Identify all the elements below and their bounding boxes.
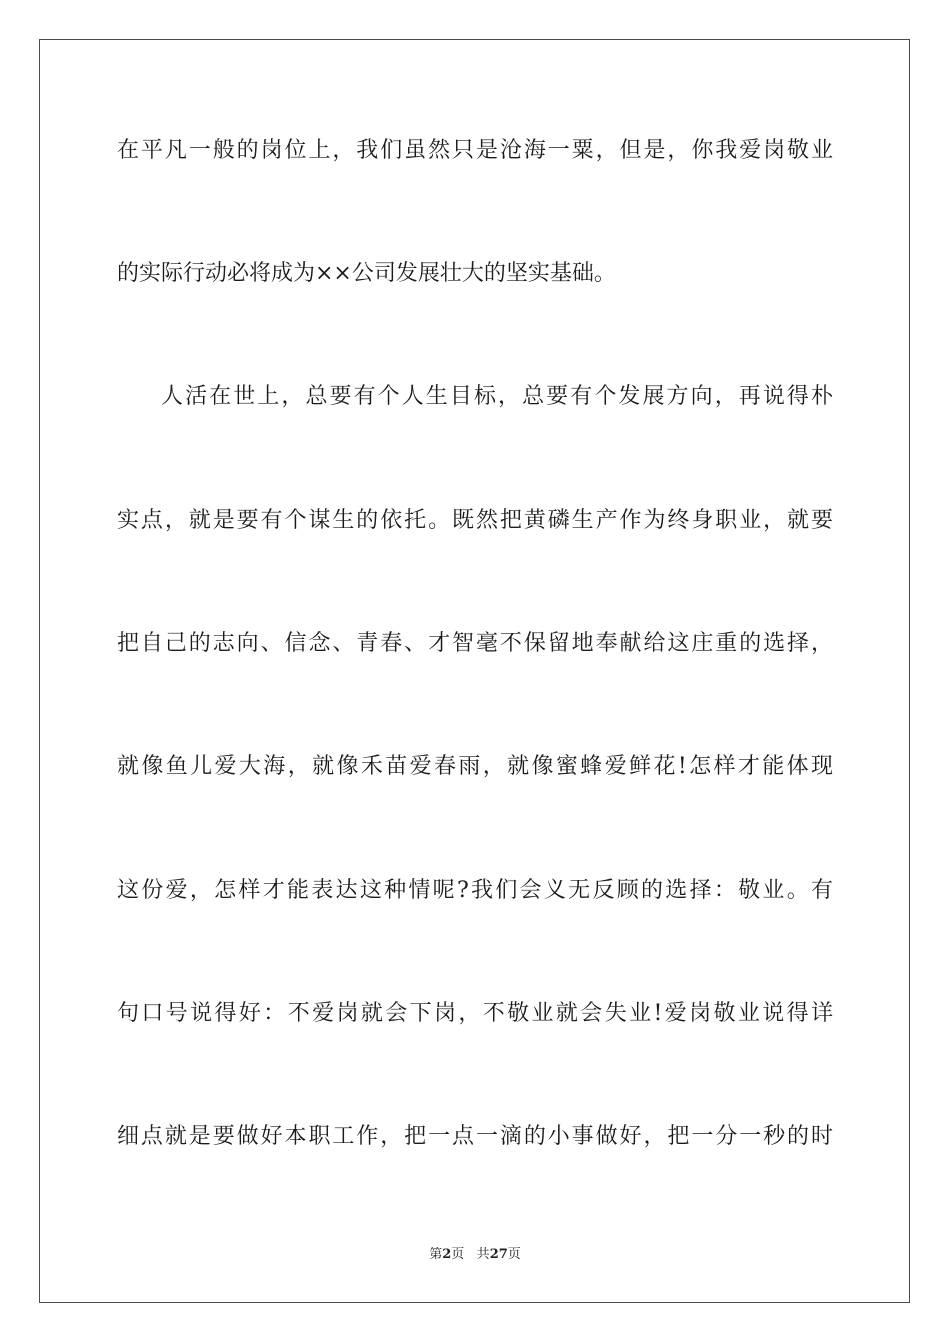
total-unit: 页: [507, 1247, 521, 1262]
body-text-line-7: 这份爱，怎样才能表达这种情呢?我们会义无反顾的选择：敬业。有: [117, 878, 833, 903]
page-number: 2: [442, 1247, 452, 1262]
body-text-line-9: 细点就是要做好本职工作，把一点一滴的小事做好，把一分一秒的时: [117, 1124, 833, 1149]
page-unit: 页: [451, 1247, 465, 1262]
page-footer: [0, 1246, 950, 1264]
body-text-line-5: 把自己的志向、信念、青春、才智毫不保留地奉献给这庄重的选择，: [117, 631, 833, 656]
body-text-line-8: 句口号说得好：不爱岗就会下岗，不敬业就会失业!爱岗敬业说得详: [117, 1001, 833, 1026]
page-border: [39, 39, 910, 1303]
total-prefix: 共: [476, 1247, 490, 1262]
body-text-line-6: 就像鱼儿爱大海，就像禾苗爱春雨，就像蜜蜂爱鲜花!怎样才能体现: [117, 754, 833, 779]
page-prefix: 第: [429, 1247, 443, 1262]
body-text-line-3: 人活在世上，总要有个人生目标，总要有个发展方向，再说得朴: [161, 384, 833, 409]
body-text-line-4: 实点，就是要有个谋生的依托。既然把黄磷生产作为终身职业，就要: [117, 508, 833, 533]
total-pages: 27: [489, 1247, 508, 1262]
body-text-line-2: 的实际行动必将成为××公司发展壮大的坚实基础。: [117, 261, 616, 286]
body-text-line-1: 在平凡一般的岗位上，我们虽然只是沧海一粟，但是，你我爱岗敬业: [117, 138, 833, 163]
